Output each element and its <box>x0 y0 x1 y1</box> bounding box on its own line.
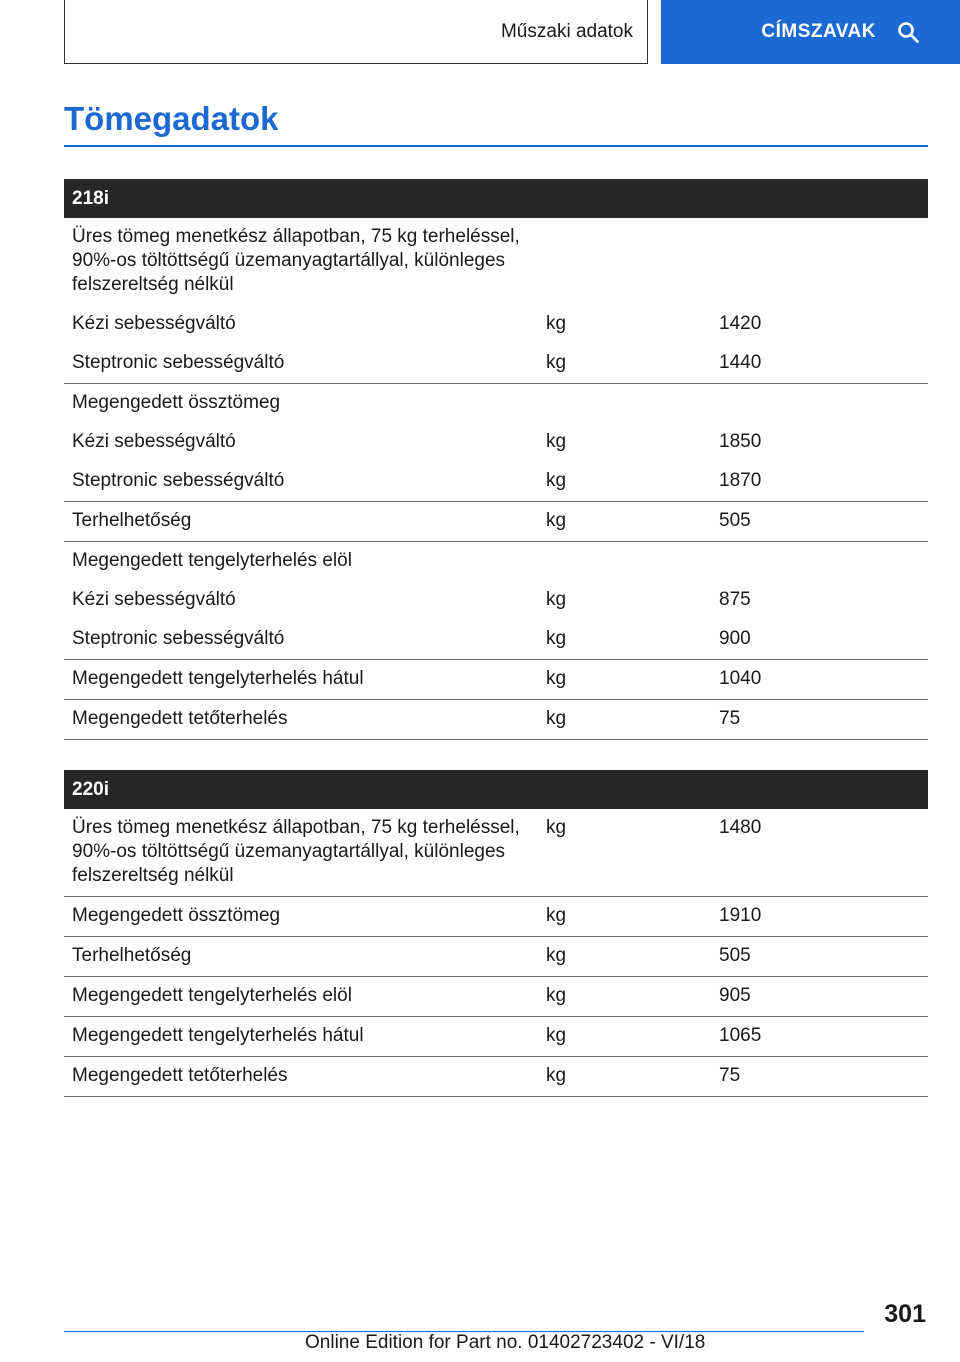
row-value: 75 <box>711 1057 928 1097</box>
row-value: 75 <box>711 700 928 740</box>
table-row <box>64 384 928 424</box>
top-bar <box>0 0 960 66</box>
table-row <box>64 809 928 897</box>
table-row <box>64 897 928 937</box>
row-label: Megengedett tengelyterhelés hátul <box>64 1017 538 1057</box>
row-unit: kg <box>538 344 711 384</box>
row-label: Megengedett tetőterhelés <box>64 700 538 740</box>
row-unit <box>538 218 711 305</box>
row-value: 1480 <box>711 809 928 897</box>
table-row <box>64 1017 928 1057</box>
table-row <box>64 581 928 620</box>
row-value: 1440 <box>711 344 928 384</box>
row-unit: kg <box>538 977 711 1017</box>
row-value: 1870 <box>711 462 928 502</box>
section-label: Műszaki adatok <box>500 20 633 42</box>
row-value: 1910 <box>711 897 928 937</box>
row-unit: kg <box>546 589 567 610</box>
row-unit: kg <box>538 462 711 502</box>
table-row <box>64 1057 928 1097</box>
row-unit: kg <box>546 313 567 334</box>
row-unit: kg <box>538 1057 711 1097</box>
row-unit: kg <box>538 809 711 897</box>
row-label: Steptronic sebességváltó <box>64 344 538 384</box>
row-label: Terhelhetőség <box>64 937 538 977</box>
row-label: Megengedett tengelyterhelés hátul <box>64 660 538 700</box>
row-label: Steptronic sebességváltó <box>64 462 538 502</box>
row-value: 905 <box>711 977 928 1017</box>
row-unit: kg <box>538 660 711 700</box>
row-value: 505 <box>711 937 928 977</box>
row-value: 900 <box>711 620 928 660</box>
weight-table-220i <box>64 770 928 1097</box>
table-heading: 218i <box>64 179 928 218</box>
row-label: Kézi sebességváltó <box>72 431 236 452</box>
search-icon <box>896 20 920 44</box>
row-value: 875 <box>719 589 751 610</box>
row-label: Megengedett össztömeg <box>72 392 281 413</box>
row-value: 1850 <box>719 431 762 452</box>
table-row <box>64 660 928 700</box>
row-value: 1065 <box>711 1017 928 1057</box>
row-label: Megengedett össztömeg <box>64 897 538 937</box>
weight-table-218i <box>64 179 928 740</box>
row-unit <box>538 384 711 424</box>
keywords-button[interactable] <box>661 0 960 64</box>
section-tab[interactable] <box>64 0 648 64</box>
table-row <box>64 620 928 660</box>
row-label: Steptronic sebességváltó <box>64 620 538 660</box>
table-row <box>64 542 928 582</box>
row-value <box>711 218 928 305</box>
row-unit: kg <box>546 431 567 452</box>
row-value: 1040 <box>711 660 928 700</box>
table-row <box>64 502 928 542</box>
row-unit: kg <box>538 897 711 937</box>
row-label: Kézi sebességváltó <box>72 313 236 334</box>
page-number: 301 <box>884 1300 926 1328</box>
edition-footer: Online Edition for Part no. 01402723402 - VI/18 <box>305 1332 706 1353</box>
table-row <box>64 700 928 740</box>
row-label: Terhelhetőség <box>64 502 538 542</box>
table-heading: 220i <box>64 770 928 809</box>
row-value <box>711 384 928 424</box>
row-unit: kg <box>538 1017 711 1057</box>
table-row <box>64 344 928 384</box>
row-unit <box>538 542 711 582</box>
row-value: 505 <box>711 502 928 542</box>
table-row <box>64 937 928 977</box>
row-unit: kg <box>538 620 711 660</box>
row-unit: kg <box>538 700 711 740</box>
page-title: Tömegadatok <box>64 100 279 137</box>
row-label: Üres tömeg menetkész állapotban, 75 kg terheléssel, 90%-os töltöttségű üzemanyagtartállyal, különleges felszereltség nélkül <box>72 226 520 295</box>
title-divider <box>64 145 928 147</box>
keywords-button-label: CÍMSZAVAK <box>761 21 876 42</box>
row-label: Megengedett tengelyterhelés elöl <box>64 977 538 1017</box>
table-row <box>64 218 928 305</box>
table-row <box>64 977 928 1017</box>
row-value <box>711 542 928 582</box>
row-label: Üres tömeg menetkész állapotban, 75 kg terheléssel, 90%-os töltöttségű üzemanyagtartállyal, különleges felszereltség nélkül <box>64 809 538 897</box>
row-value: 1420 <box>719 313 762 334</box>
table-row <box>64 423 928 462</box>
row-label: Megengedett tengelyterhelés elöl <box>72 550 352 571</box>
table-row <box>64 462 928 502</box>
row-unit: kg <box>538 937 711 977</box>
row-label: Kézi sebességváltó <box>72 589 236 610</box>
row-unit: kg <box>538 502 711 542</box>
table-row <box>64 305 928 344</box>
row-label: Megengedett tetőterhelés <box>64 1057 538 1097</box>
